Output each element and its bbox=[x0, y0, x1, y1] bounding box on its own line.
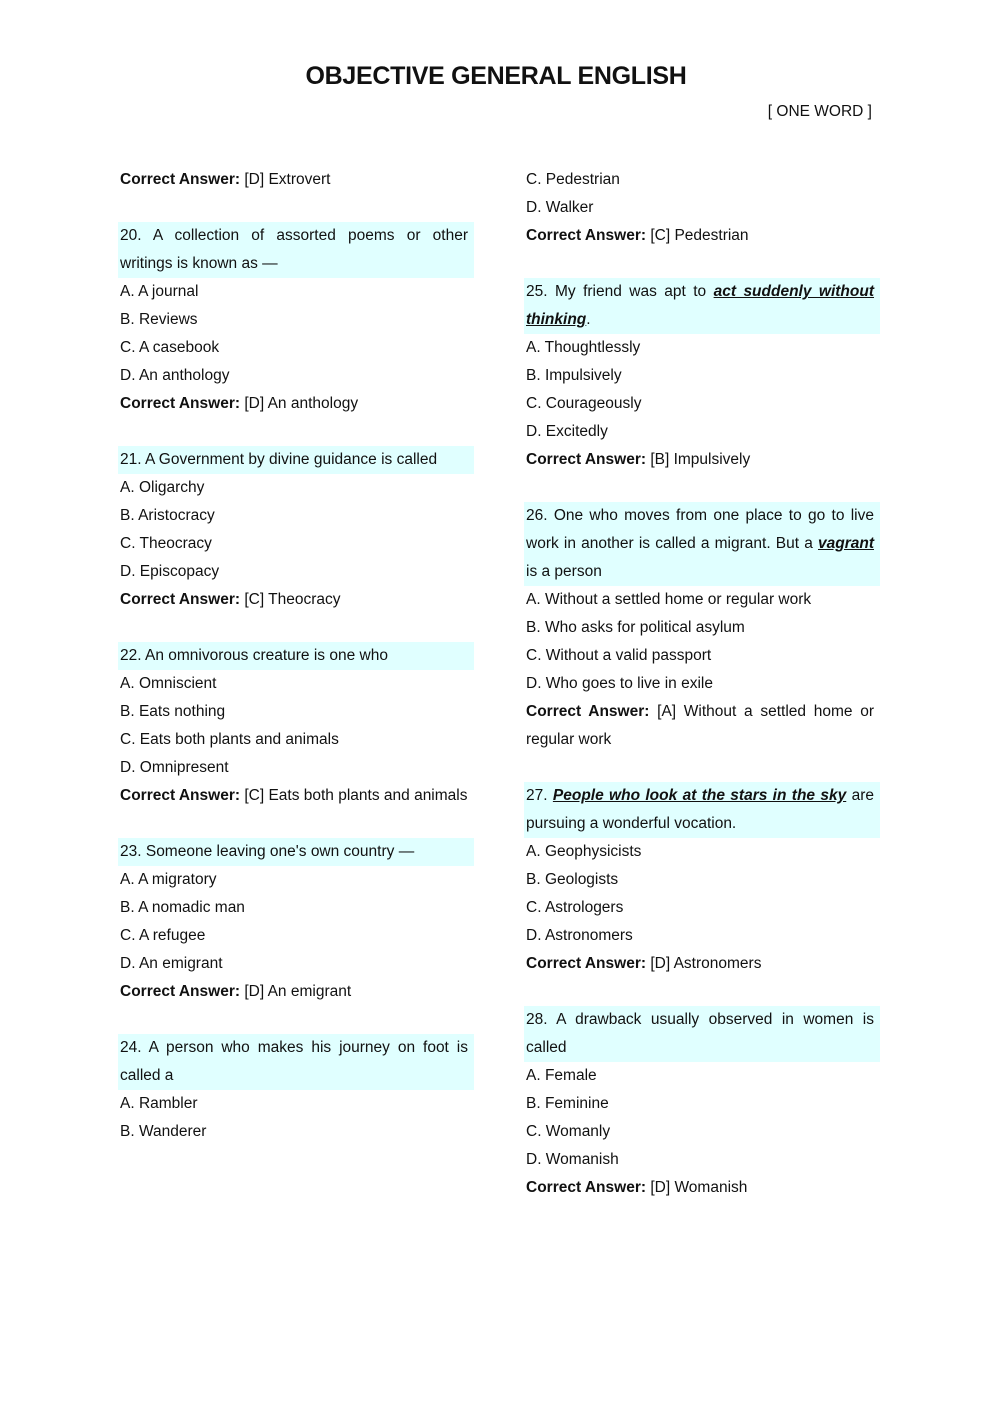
option: C. Eats both plants and animals bbox=[120, 731, 339, 748]
question-segment: . bbox=[586, 311, 591, 328]
option: A. Female bbox=[526, 1067, 597, 1084]
answer-label: Correct Answer: bbox=[526, 703, 650, 720]
option: B. Eats nothing bbox=[120, 703, 226, 720]
answer-label: Correct Answer: bbox=[120, 983, 241, 1000]
question-segment: are pursuing a wonderful vocation. bbox=[526, 787, 874, 832]
answer-value: [C] Eats both plants and animals bbox=[244, 787, 468, 804]
page-title: OBJECTIVE GENERAL ENGLISH bbox=[305, 62, 687, 90]
correct-answer bbox=[526, 950, 874, 978]
option: B. Who asks for political asylum bbox=[526, 619, 745, 636]
question-block bbox=[526, 782, 874, 978]
option: C. Pedestrian bbox=[526, 171, 620, 188]
answer-value: [C] Pedestrian bbox=[650, 227, 749, 244]
correct-answer bbox=[120, 586, 468, 614]
spacer bbox=[120, 418, 468, 446]
answer-label: Correct Answer: bbox=[120, 171, 241, 188]
spacer bbox=[120, 1006, 468, 1034]
spacer bbox=[526, 250, 874, 278]
option: D. Omnipresent bbox=[120, 759, 229, 776]
option: B. Feminine bbox=[526, 1095, 609, 1112]
question-block bbox=[120, 446, 468, 614]
emphasized-phrase: vagrant bbox=[818, 535, 874, 552]
question-block bbox=[120, 166, 468, 194]
correct-answer bbox=[120, 390, 468, 418]
answer-value: [D] Astronomers bbox=[650, 955, 762, 972]
question-segment: 20. A collection of assorted poems or other writings is known as — bbox=[120, 227, 468, 272]
spacer bbox=[526, 754, 874, 782]
question-segment: 28. A drawback usually observed in women is called bbox=[526, 1011, 874, 1056]
correct-answer bbox=[526, 446, 874, 474]
option: A. Thoughtlessly bbox=[526, 339, 641, 356]
option: C. A casebook bbox=[120, 339, 220, 356]
option: D. Excitedly bbox=[526, 423, 608, 440]
question-segment: 21. A Government by divine guidance is called bbox=[120, 451, 438, 468]
correct-answer bbox=[526, 1174, 874, 1202]
question-text bbox=[118, 446, 474, 474]
question-text bbox=[524, 502, 880, 586]
question-text bbox=[118, 838, 474, 866]
answer-value: [D] An emigrant bbox=[244, 983, 352, 1000]
question-segment: 26. One who moves from one place to go to live work in another is called a migrant. But a bbox=[526, 507, 874, 552]
spacer bbox=[120, 614, 468, 642]
option: D. Episcopacy bbox=[120, 563, 220, 580]
option: C. A refugee bbox=[120, 927, 206, 944]
answer-label: Correct Answer: bbox=[526, 955, 647, 972]
spacer bbox=[120, 810, 468, 838]
option: B. Geologists bbox=[526, 871, 619, 888]
question-segment: is a person bbox=[526, 563, 602, 580]
question-segment: 22. An omnivorous creature is one who bbox=[120, 647, 388, 664]
question-block bbox=[120, 838, 468, 1006]
option: D. Womanish bbox=[526, 1151, 619, 1168]
question-block bbox=[120, 1034, 468, 1146]
left-column bbox=[120, 166, 468, 1146]
answer-label: Correct Answer: bbox=[526, 227, 647, 244]
section-label: [ ONE WORD ] bbox=[767, 103, 872, 120]
option: A. Omniscient bbox=[120, 675, 217, 692]
question-text bbox=[118, 222, 474, 278]
spacer bbox=[526, 474, 874, 502]
option: A. A journal bbox=[120, 283, 199, 300]
question-text bbox=[524, 278, 880, 334]
option: B. A nomadic man bbox=[120, 899, 245, 916]
option: D. Walker bbox=[526, 199, 594, 216]
answer-value: [A] Without a settled home or regular work bbox=[526, 703, 875, 748]
option: C. Astrologers bbox=[526, 899, 624, 916]
question-text bbox=[524, 782, 880, 838]
question-block bbox=[526, 502, 874, 754]
question-block bbox=[120, 222, 468, 418]
option: A. Geophysicists bbox=[526, 843, 642, 860]
answer-value: [B] Impulsively bbox=[650, 451, 751, 468]
answer-label: Correct Answer: bbox=[120, 787, 241, 804]
question-text bbox=[118, 1034, 474, 1090]
spacer bbox=[526, 978, 874, 1006]
question-block bbox=[526, 1006, 874, 1202]
answer-label: Correct Answer: bbox=[526, 451, 647, 468]
answer-label: Correct Answer: bbox=[526, 1179, 647, 1196]
correct-answer bbox=[120, 166, 468, 194]
right-column bbox=[526, 166, 874, 1202]
answer-value: [C] Theocracy bbox=[244, 591, 341, 608]
correct-answer bbox=[120, 978, 468, 1006]
answer-value: [D] Extrovert bbox=[244, 171, 331, 188]
option: C. Courageously bbox=[526, 395, 642, 412]
question-segment: 27. bbox=[526, 787, 553, 804]
question-segment: 25. My friend was apt to bbox=[526, 283, 714, 300]
option: B. Aristocracy bbox=[120, 507, 215, 524]
option: B. Impulsively bbox=[526, 367, 622, 384]
correct-answer bbox=[120, 782, 468, 810]
emphasized-phrase: act suddenly without thinking bbox=[526, 283, 875, 328]
option: C. Womanly bbox=[526, 1123, 611, 1140]
question-text bbox=[524, 1006, 880, 1062]
question-block bbox=[120, 642, 468, 810]
option: B. Wanderer bbox=[120, 1123, 207, 1140]
answer-value: [D] An anthology bbox=[244, 395, 359, 412]
question-block bbox=[526, 278, 874, 474]
option: A. Rambler bbox=[120, 1095, 198, 1112]
answer-label: Correct Answer: bbox=[120, 395, 241, 412]
answer-label: Correct Answer: bbox=[120, 591, 241, 608]
option: A. Without a settled home or regular work bbox=[526, 591, 812, 608]
question-block bbox=[526, 166, 874, 250]
correct-answer bbox=[526, 222, 874, 250]
spacer bbox=[120, 194, 468, 222]
option: A. Oligarchy bbox=[120, 479, 205, 496]
option: D. Astronomers bbox=[526, 927, 633, 944]
question-segment: 23. Someone leaving one's own country — bbox=[120, 843, 415, 860]
question-segment: 24. A person who makes his journey on foot is called a bbox=[120, 1039, 468, 1084]
option: D. Who goes to live in exile bbox=[526, 675, 713, 692]
option: A. A migratory bbox=[120, 871, 217, 888]
question-text bbox=[118, 642, 474, 670]
answer-value: [D] Womanish bbox=[650, 1179, 748, 1196]
option: C. Without a valid passport bbox=[526, 647, 712, 664]
emphasized-phrase: People who look at the stars in the sky bbox=[552, 787, 847, 804]
correct-answer bbox=[526, 698, 874, 754]
option: C. Theocracy bbox=[120, 535, 212, 552]
option: D. An anthology bbox=[120, 367, 230, 384]
option: B. Reviews bbox=[120, 311, 198, 328]
option: D. An emigrant bbox=[120, 955, 223, 972]
